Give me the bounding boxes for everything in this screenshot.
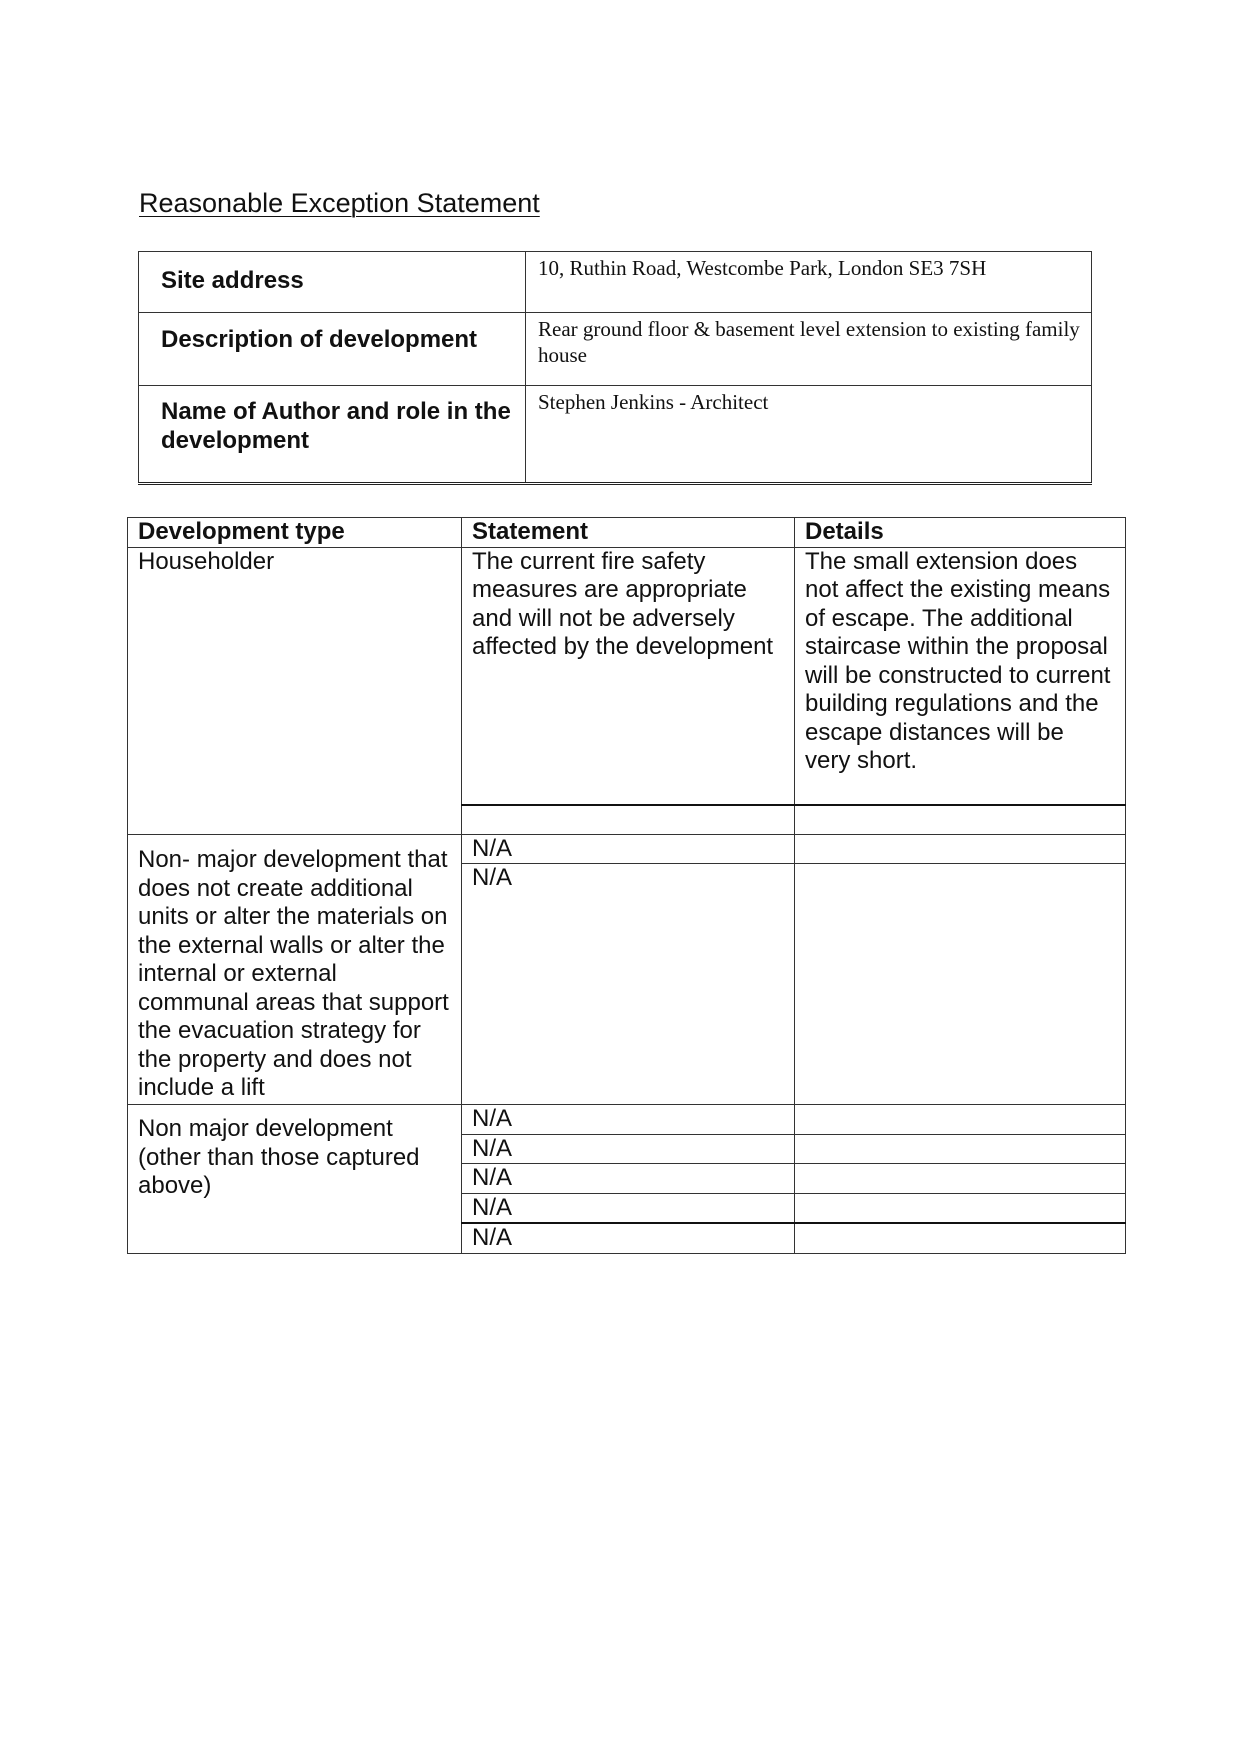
householder-statement-empty <box>462 805 795 835</box>
info-row-description <box>139 313 1092 386</box>
non-major-2-details-3 <box>795 1164 1126 1194</box>
householder-details-empty <box>795 805 1126 835</box>
non-major-2-statement-3: N/A <box>462 1164 795 1194</box>
non-major-2-statement-5: N/A <box>462 1223 795 1253</box>
header-details: Details <box>795 518 1126 548</box>
non-major-2-details-2 <box>795 1134 1126 1164</box>
householder-details: The small extension does not affect the existing means of escape. The additional staircase within the proposal will be constructed to current building regulations and the escape distances will be very short. <box>795 547 1126 805</box>
non-major-2-type: Non major development (other than those captured above) <box>128 1105 462 1254</box>
non-major-1-statement-2: N/A <box>462 864 795 1105</box>
description-value: Rear ground floor & basement level extension to existing family house <box>526 313 1092 386</box>
non-major-2-statement-1: N/A <box>462 1105 795 1135</box>
author-label: Name of Author and role in the development <box>139 386 526 484</box>
non-major-1-details-1 <box>795 834 1126 864</box>
table-row <box>128 1105 1126 1135</box>
non-major-2-statement-4: N/A <box>462 1193 795 1223</box>
non-major-1-statement-1: N/A <box>462 834 795 864</box>
document-title: Reasonable Exception Statement <box>139 188 540 218</box>
description-label: Description of development <box>139 313 526 386</box>
non-major-2-details-4 <box>795 1193 1126 1223</box>
header-development-type: Development type <box>128 518 462 548</box>
info-row-site-address <box>139 252 1092 313</box>
table-row <box>128 834 1126 864</box>
info-row-author <box>139 386 1092 484</box>
non-major-2-statement-2: N/A <box>462 1134 795 1164</box>
site-address-label: Site address <box>139 252 526 313</box>
householder-type: Householder <box>128 547 462 834</box>
table-row <box>128 547 1126 805</box>
author-value: Stephen Jenkins - Architect <box>526 386 1092 484</box>
non-major-1-details-2 <box>795 864 1126 1105</box>
header-statement: Statement <box>462 518 795 548</box>
info-table <box>138 251 1092 485</box>
non-major-2-details-5 <box>795 1223 1126 1253</box>
table-header-row <box>128 518 1126 548</box>
non-major-2-details-1 <box>795 1105 1126 1135</box>
site-address-value: 10, Ruthin Road, Westcombe Park, London SE3 7SH <box>526 252 1092 313</box>
development-table <box>127 517 1126 1254</box>
non-major-1-type: Non- major development that does not create additional units or alter the materials on the external walls or alter the internal or external communal areas that support the evacuation strategy for the property and does not include a lift <box>128 834 462 1105</box>
householder-statement: The current fire safety measures are appropriate and will not be adversely affected by the development <box>462 547 795 805</box>
